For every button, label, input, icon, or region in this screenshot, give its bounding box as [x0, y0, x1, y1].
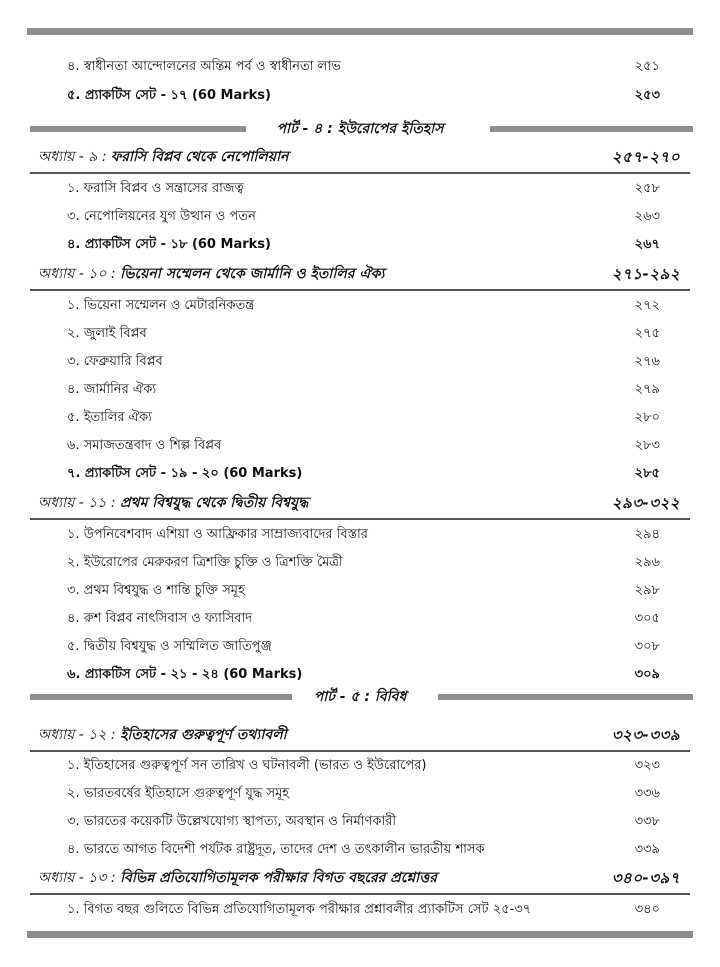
- entry-label: ৫. প্র্যাকটিস সেট - ১৭ (60 Marks): [67, 88, 271, 103]
- entry-label: ৩. নেপোলিয়নের যুগ উত্থান ও পতন: [67, 209, 256, 224]
- toc-entry[interactable]: [0, 836, 720, 864]
- entry-label: ২. ইউরোপের মেরুকরণ ত্রিশক্তি চুক্তি ও ত্রিশক্তি মৈত্রী: [67, 555, 343, 570]
- entry-label: ২. ভারতবর্ষের ইতিহাসে গুরুত্বপূর্ণ যুদ্ধ সমূহ: [67, 786, 290, 801]
- entry-page: ৩৩৬: [634, 786, 660, 801]
- chapter-pages: ৩২৩-৩৩৯: [611, 726, 680, 744]
- entry-label: ৫. দ্বিতীয় বিশ্বযুদ্ধ ও সম্মিলিত জাতিপুঞ্জ: [67, 639, 272, 654]
- toc-entry[interactable]: [0, 404, 720, 432]
- entry-label: ৪. ভারতে আগত বিদেশী পর্যটক রাষ্ট্রদূত, তাদের দেশ ও তৎকালীন ভারতীয় শাসক: [67, 842, 485, 857]
- entry-label: ৫. ইতালির ঐক্য: [67, 410, 152, 425]
- chapter-11-heading[interactable]: [30, 488, 690, 520]
- entry-page: ২৮৩: [634, 438, 660, 453]
- entry-page: ৩০৯: [634, 667, 660, 682]
- toc-entry[interactable]: [0, 549, 720, 577]
- toc-entry[interactable]: [0, 521, 720, 549]
- chapter-10-heading[interactable]: [30, 259, 690, 291]
- chapter-title: ইতিহাসের গুরুত্বপূর্ণ তথ্যাবলী: [120, 727, 287, 743]
- part-5-heading: [0, 686, 720, 708]
- chapter-pages: ২৭১-২৯২: [611, 265, 680, 283]
- entry-label: ১. ফরাসি বিপ্লব ও সন্ত্রাসের রাজত্ব: [67, 181, 244, 196]
- entry-label: ৭. প্র্যাকটিস সেট - ১৯ - ২০ (60 Marks): [67, 466, 303, 481]
- top-divider: [27, 28, 693, 35]
- toc-entry[interactable]: [0, 231, 720, 259]
- entry-page: ২৭৬: [634, 354, 660, 369]
- entry-page: ৩০৫: [634, 611, 660, 626]
- entry-page: ২৯৪: [634, 527, 660, 542]
- entry-page: ২৮৫: [634, 466, 660, 481]
- entry-page: ৩৪০: [634, 902, 660, 917]
- entry-page: ৩২৩: [634, 758, 660, 773]
- toc-entry[interactable]: [0, 808, 720, 836]
- entry-page: ২৭৫: [634, 326, 660, 341]
- entry-page: ২৯৮: [634, 583, 660, 598]
- toc-entry[interactable]: [0, 752, 720, 780]
- entry-page: ৩৩৯: [634, 842, 660, 857]
- part-title: পার্ট - ৪ : ইউরোপের ইতিহাস: [271, 121, 450, 137]
- entry-label: ৪. জার্মানির ঐক্য: [67, 382, 157, 397]
- toc-entry[interactable]: [0, 633, 720, 661]
- chapter-number: অধ্যায় - ৯ :: [38, 149, 107, 165]
- entry-page: ২৬৩: [634, 209, 660, 224]
- entry-page: ২৫৮: [634, 181, 660, 196]
- toc-entry[interactable]: [0, 53, 720, 81]
- part-4-heading: [0, 118, 720, 140]
- part-title: পার্ট - ৫ : বিবিধ: [308, 689, 413, 705]
- chapter-9-heading[interactable]: [30, 142, 690, 174]
- entry-label: ২. জুলাই বিপ্লব: [67, 326, 147, 341]
- entry-page: ২৭৯: [634, 382, 660, 397]
- toc-entry[interactable]: [0, 320, 720, 348]
- entry-label: ৪. রুশ বিপ্লব নাৎসিবাস ও ফ্যাসিবাদ: [67, 611, 253, 626]
- toc-entry[interactable]: [0, 661, 720, 689]
- entry-page: ২৯৬: [634, 555, 660, 570]
- entry-label: ৪. প্র্যাকটিস সেট - ১৮ (60 Marks): [67, 237, 271, 252]
- chapter-title: ফরাসি বিপ্লব থেকে নেপোলিয়ান: [111, 149, 289, 165]
- toc-entry[interactable]: [0, 896, 720, 924]
- entry-label: ১. বিগত বছর গুলিতে বিভিন্ন প্রতিযোগিতামূলক পরীক্ষার প্রশ্নাবলীর প্র্যাকটিস সেট ২৫-৩৭: [67, 902, 532, 917]
- entry-label: ১. উপনিবেশবাদ এশিয়া ও আফ্রিকার সাম্রাজ্যবাদের বিস্তার: [67, 527, 368, 542]
- chapter-pages: ২৫৭-২৭০: [611, 148, 680, 166]
- entry-page: ২৮০: [634, 410, 660, 425]
- entry-label: ৩. ভারতের কয়েকটি উল্লেখযোগ্য স্থাপত্য, অবস্থান ও নির্মাণকারী: [67, 814, 397, 829]
- entry-label: ৪. স্বাধীনতা আন্দোলনের অন্তিম পর্ব ও স্বাধীনতা লাভ: [67, 59, 341, 74]
- entry-page: ২৫১: [634, 59, 660, 74]
- entry-label: ৬. প্র্যাকটিস সেট - ২১ - ২৪ (60 Marks): [67, 667, 303, 682]
- entry-label: ১. ভিয়েনা সম্মেলন ও মেটারনিকতন্ত্র: [67, 298, 255, 313]
- toc-entry[interactable]: [0, 460, 720, 488]
- entry-label: ১. ইতিহাসের গুরুত্বপূর্ণ সন তারিখ ও ঘটনাবলী (ভারত ও ইউরোপের): [67, 758, 427, 773]
- chapter-number: অধ্যায় - ১৩ :: [38, 870, 116, 886]
- chapter-title: বিভিন্ন প্রতিযোগিতামূলক পরীক্ষার বিগত বছরের প্রশ্নোত্তর: [120, 870, 437, 886]
- chapter-pages: ২৯৩-৩২২: [611, 494, 680, 512]
- toc-entry[interactable]: [0, 577, 720, 605]
- chapter-title: ভিয়েনা সম্মেলন থেকে জার্মানি ও ইতালির ঐক্য: [120, 266, 385, 282]
- chapter-number: অধ্যায় - ১০ :: [38, 266, 116, 282]
- toc-entry[interactable]: [0, 348, 720, 376]
- entry-page: ২৫৩: [634, 88, 660, 103]
- entry-page: ৩০৮: [634, 639, 660, 654]
- entry-label: ৬. সমাজতন্ত্রবাদ ও শিল্প বিপ্লব: [67, 438, 222, 453]
- entry-page: ৩৩৮: [634, 814, 660, 829]
- entry-label: ৩. প্রথম বিশ্বযুদ্ধ ও শান্তি চুক্তি সমূহ: [67, 583, 245, 598]
- toc-entry[interactable]: [0, 432, 720, 460]
- toc-entry[interactable]: [0, 175, 720, 203]
- chapter-12-heading[interactable]: [30, 720, 690, 752]
- entry-page: ২৭২: [634, 298, 660, 313]
- chapter-number: অধ্যায় - ১২ :: [38, 727, 116, 743]
- chapter-title: প্রথম বিশ্বযুদ্ধ থেকে দ্বিতীয় বিশ্বযুদ্ধ: [120, 495, 309, 511]
- entry-label: ৩. ফেব্রুয়ারি বিপ্লব: [67, 354, 163, 369]
- toc-entry[interactable]: [0, 292, 720, 320]
- bottom-divider: [27, 931, 693, 938]
- chapter-pages: ৩৪০-৩৯৭: [611, 869, 680, 887]
- toc-entry[interactable]: [0, 203, 720, 231]
- toc-entry[interactable]: [0, 376, 720, 404]
- entry-page: ২৬৭: [634, 237, 660, 252]
- chapter-13-heading[interactable]: [30, 863, 690, 895]
- toc-entry[interactable]: [0, 82, 720, 110]
- chapter-number: অধ্যায় - ১১ :: [38, 495, 116, 511]
- toc-entry[interactable]: [0, 605, 720, 633]
- toc-entry[interactable]: [0, 780, 720, 808]
